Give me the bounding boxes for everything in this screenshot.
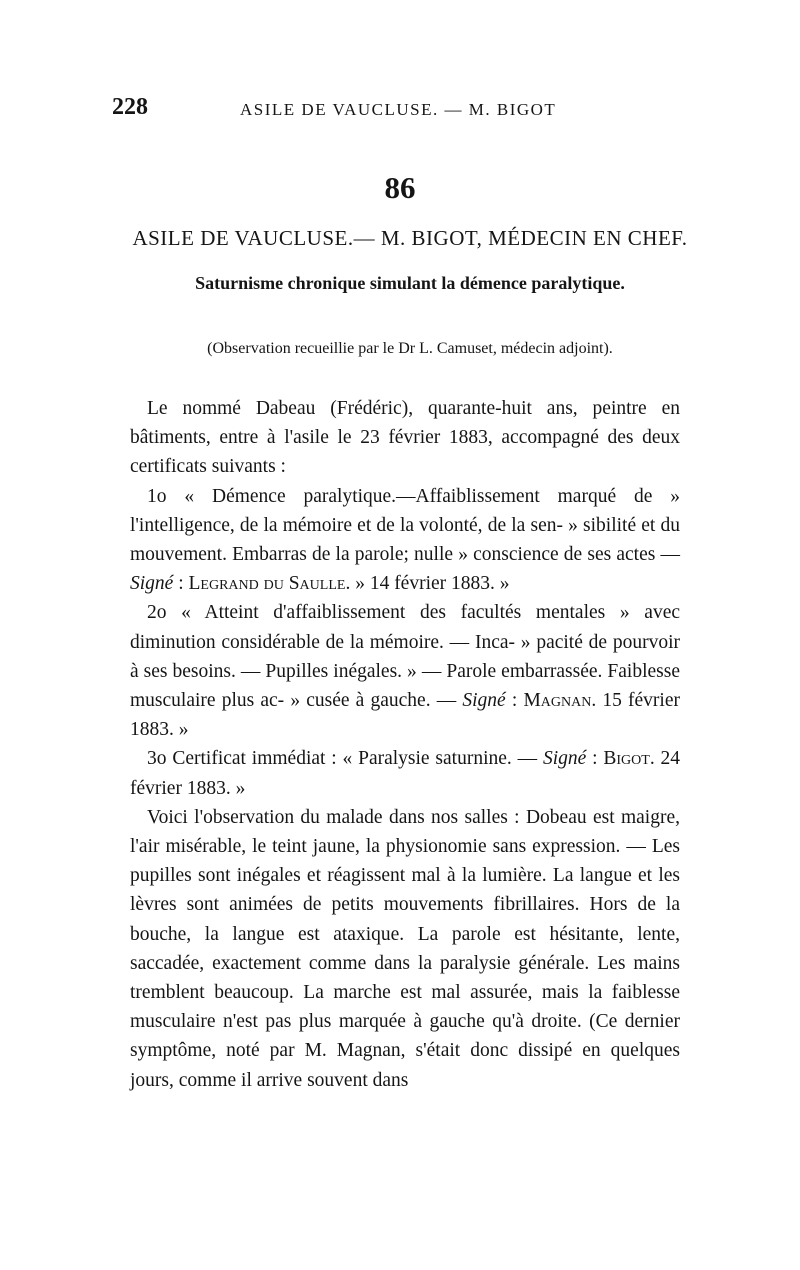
text-run: . » 14 février 1883. » xyxy=(345,573,510,595)
text-run: 3o Certificat immédiat : « Paralysie saturnine. — xyxy=(147,748,543,770)
attribution: (Observation recueillie par le Dr L. Camuset, médecin adjoint). xyxy=(207,340,613,357)
text-run: 2o « Atteint d'affaiblissement des facultés mentales » avec diminution considérable de la mémoire. — Inca- » pacité de pourvoir à ses besoins. — Pupilles inégales. » — Parole embarrassée. Faiblesse musculaire plus ac- » cusée à gauche. — xyxy=(130,602,680,712)
signatory-name: Magnan xyxy=(523,690,592,712)
text-run: Le nommé Dabeau (Frédéric), quarante-huit ans, peintre en bâtiments, entre à l'asile le 23 février 1883, accompagné des deux certificats suivants : xyxy=(130,398,680,478)
text-run: : xyxy=(586,748,604,770)
body-text xyxy=(130,394,680,1095)
paragraph xyxy=(130,803,680,1095)
text-run: : xyxy=(505,690,524,712)
observation-number: 86 xyxy=(384,170,416,205)
text-run: Voici l'observation du malade dans nos salles : Dobeau est maigre, l'air misérable, le teint jaune, la physionomie sans expression. — Les pupilles sont inégales et réagissent mal à la lumière. La langue et les lèvres sont animées de petits mouvements fibrillaires. Hors de la bouche, la langue est ataxique. La parole est hésitante, lente, saccadée, exactement comme dans la paralysie générale. Les mains tremblent beaucoup. La marche est mal assurée, mais la faiblesse musculaire n'est pas plus marquée à gauche qu'à droite. (Ce dernier symptôme, noté par M. Magnan, s'était donc dissipé en quelques jours, comme il arrive souvent dans xyxy=(130,806,680,1091)
paragraph xyxy=(130,394,680,482)
page-number: 228 xyxy=(112,94,148,120)
paragraph xyxy=(130,744,680,802)
signature-word: Signé xyxy=(130,573,174,595)
signature-word: Signé xyxy=(542,748,587,770)
running-title: ASILE DE VAUCLUSE. — M. BIGOT xyxy=(240,100,557,119)
signature-word: Signé xyxy=(462,690,506,712)
text-run: . 15 février 1883. » xyxy=(130,690,680,741)
text-run: . 24 février 1883. » xyxy=(130,748,681,799)
text-run: 1o « Démence paralytique.—Affaiblissement marqué de » l'intelligence, de la mémoire et de la volonté, de la sen- » sibilité et du mouvement. Embarras de la parole; nulle » conscience de ses actes — xyxy=(130,485,680,566)
subject-title: Saturnisme chronique simulant la démence paralytique. xyxy=(195,273,625,293)
signatory-name: Bigot xyxy=(603,748,650,770)
paragraph xyxy=(130,598,680,744)
running-head xyxy=(112,94,682,122)
paragraph xyxy=(130,482,680,599)
signatory-name: Legrand du Saulle xyxy=(188,573,346,595)
text-run: : xyxy=(173,573,189,595)
section-heading: ASILE DE VAUCLUSE.— M. BIGOT, MÉDECIN EN CHEF. xyxy=(132,226,688,250)
